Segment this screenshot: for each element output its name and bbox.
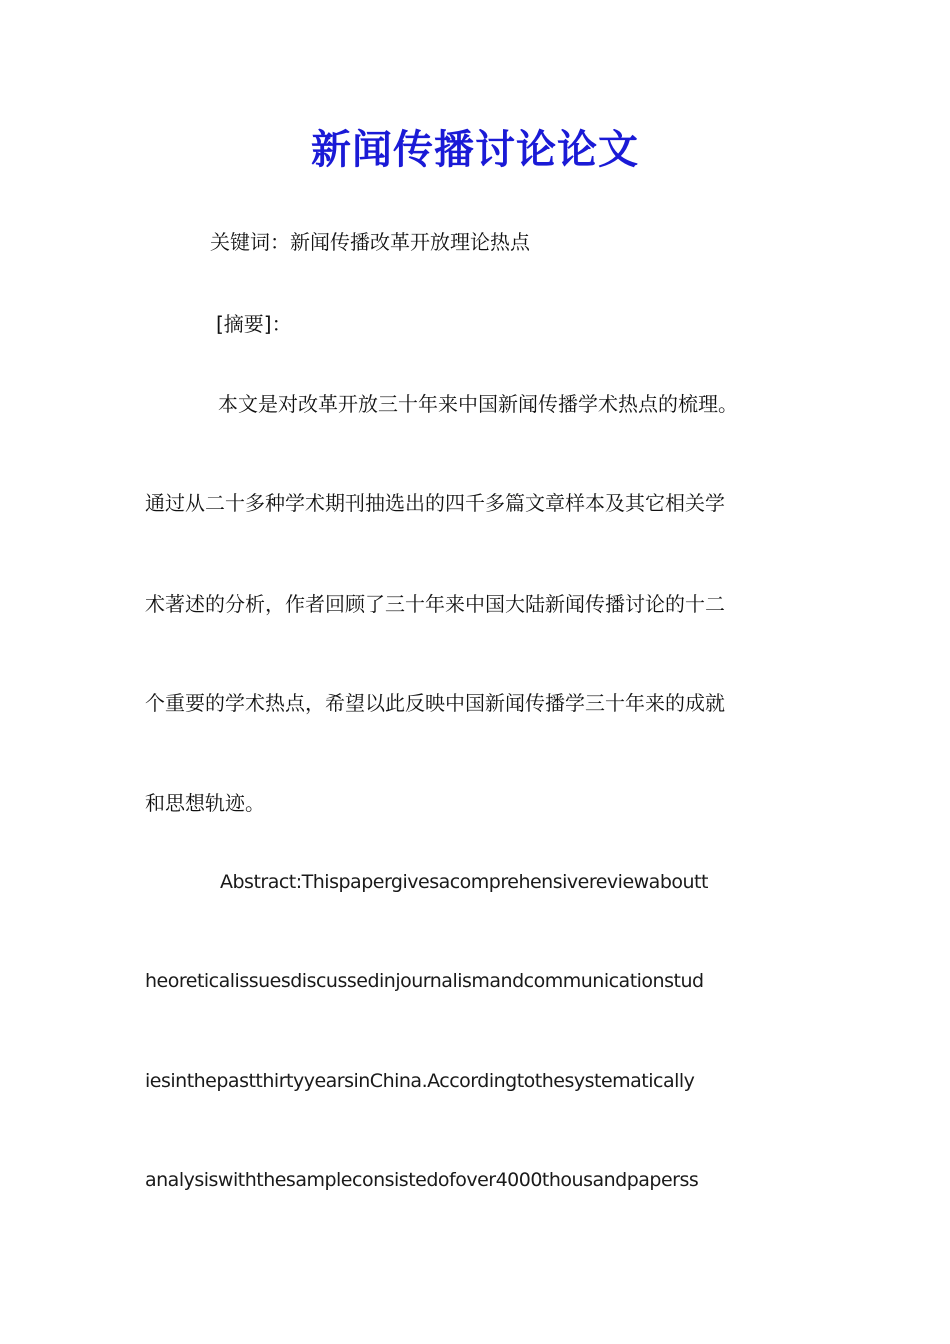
chinese-abstract-line: 通过从二十多种学术期刊抽选出的四千多篇文章样本及其它相关学 <box>145 491 725 515</box>
document-title: 新闻传播讨论论文 <box>311 126 639 173</box>
chinese-abstract-line: 个重要的学术热点，希望以此反映中国新闻传播学三十年来的成就 <box>145 691 725 715</box>
chinese-abstract-line: 术著述的分析，作者回顾了三十年来中国大陆新闻传播讨论的十二 <box>145 592 725 616</box>
english-abstract-line: heoreticalissuesdiscussedinjournalismandcommunicationstud <box>145 970 704 992</box>
abstract-label: [摘要]： <box>216 312 292 336</box>
english-abstract-line: Abstract:Thispapergivesacomprehensivereviewaboutt <box>220 871 708 893</box>
english-abstract-line: iesinthepastthirtyyearsinChina.Accordingtothesystematically <box>145 1070 695 1092</box>
chinese-abstract-line: 和思想轨迹。 <box>145 791 265 815</box>
chinese-abstract-line: 本文是对改革开放三十年来中国新闻传播学术热点的梳理。 <box>218 392 738 416</box>
keywords-line: 关键词：新闻传播改革开放理论热点 <box>210 230 530 254</box>
english-abstract-line: analysiswiththesampleconsistedofover4000thousandpaperss <box>145 1169 699 1191</box>
